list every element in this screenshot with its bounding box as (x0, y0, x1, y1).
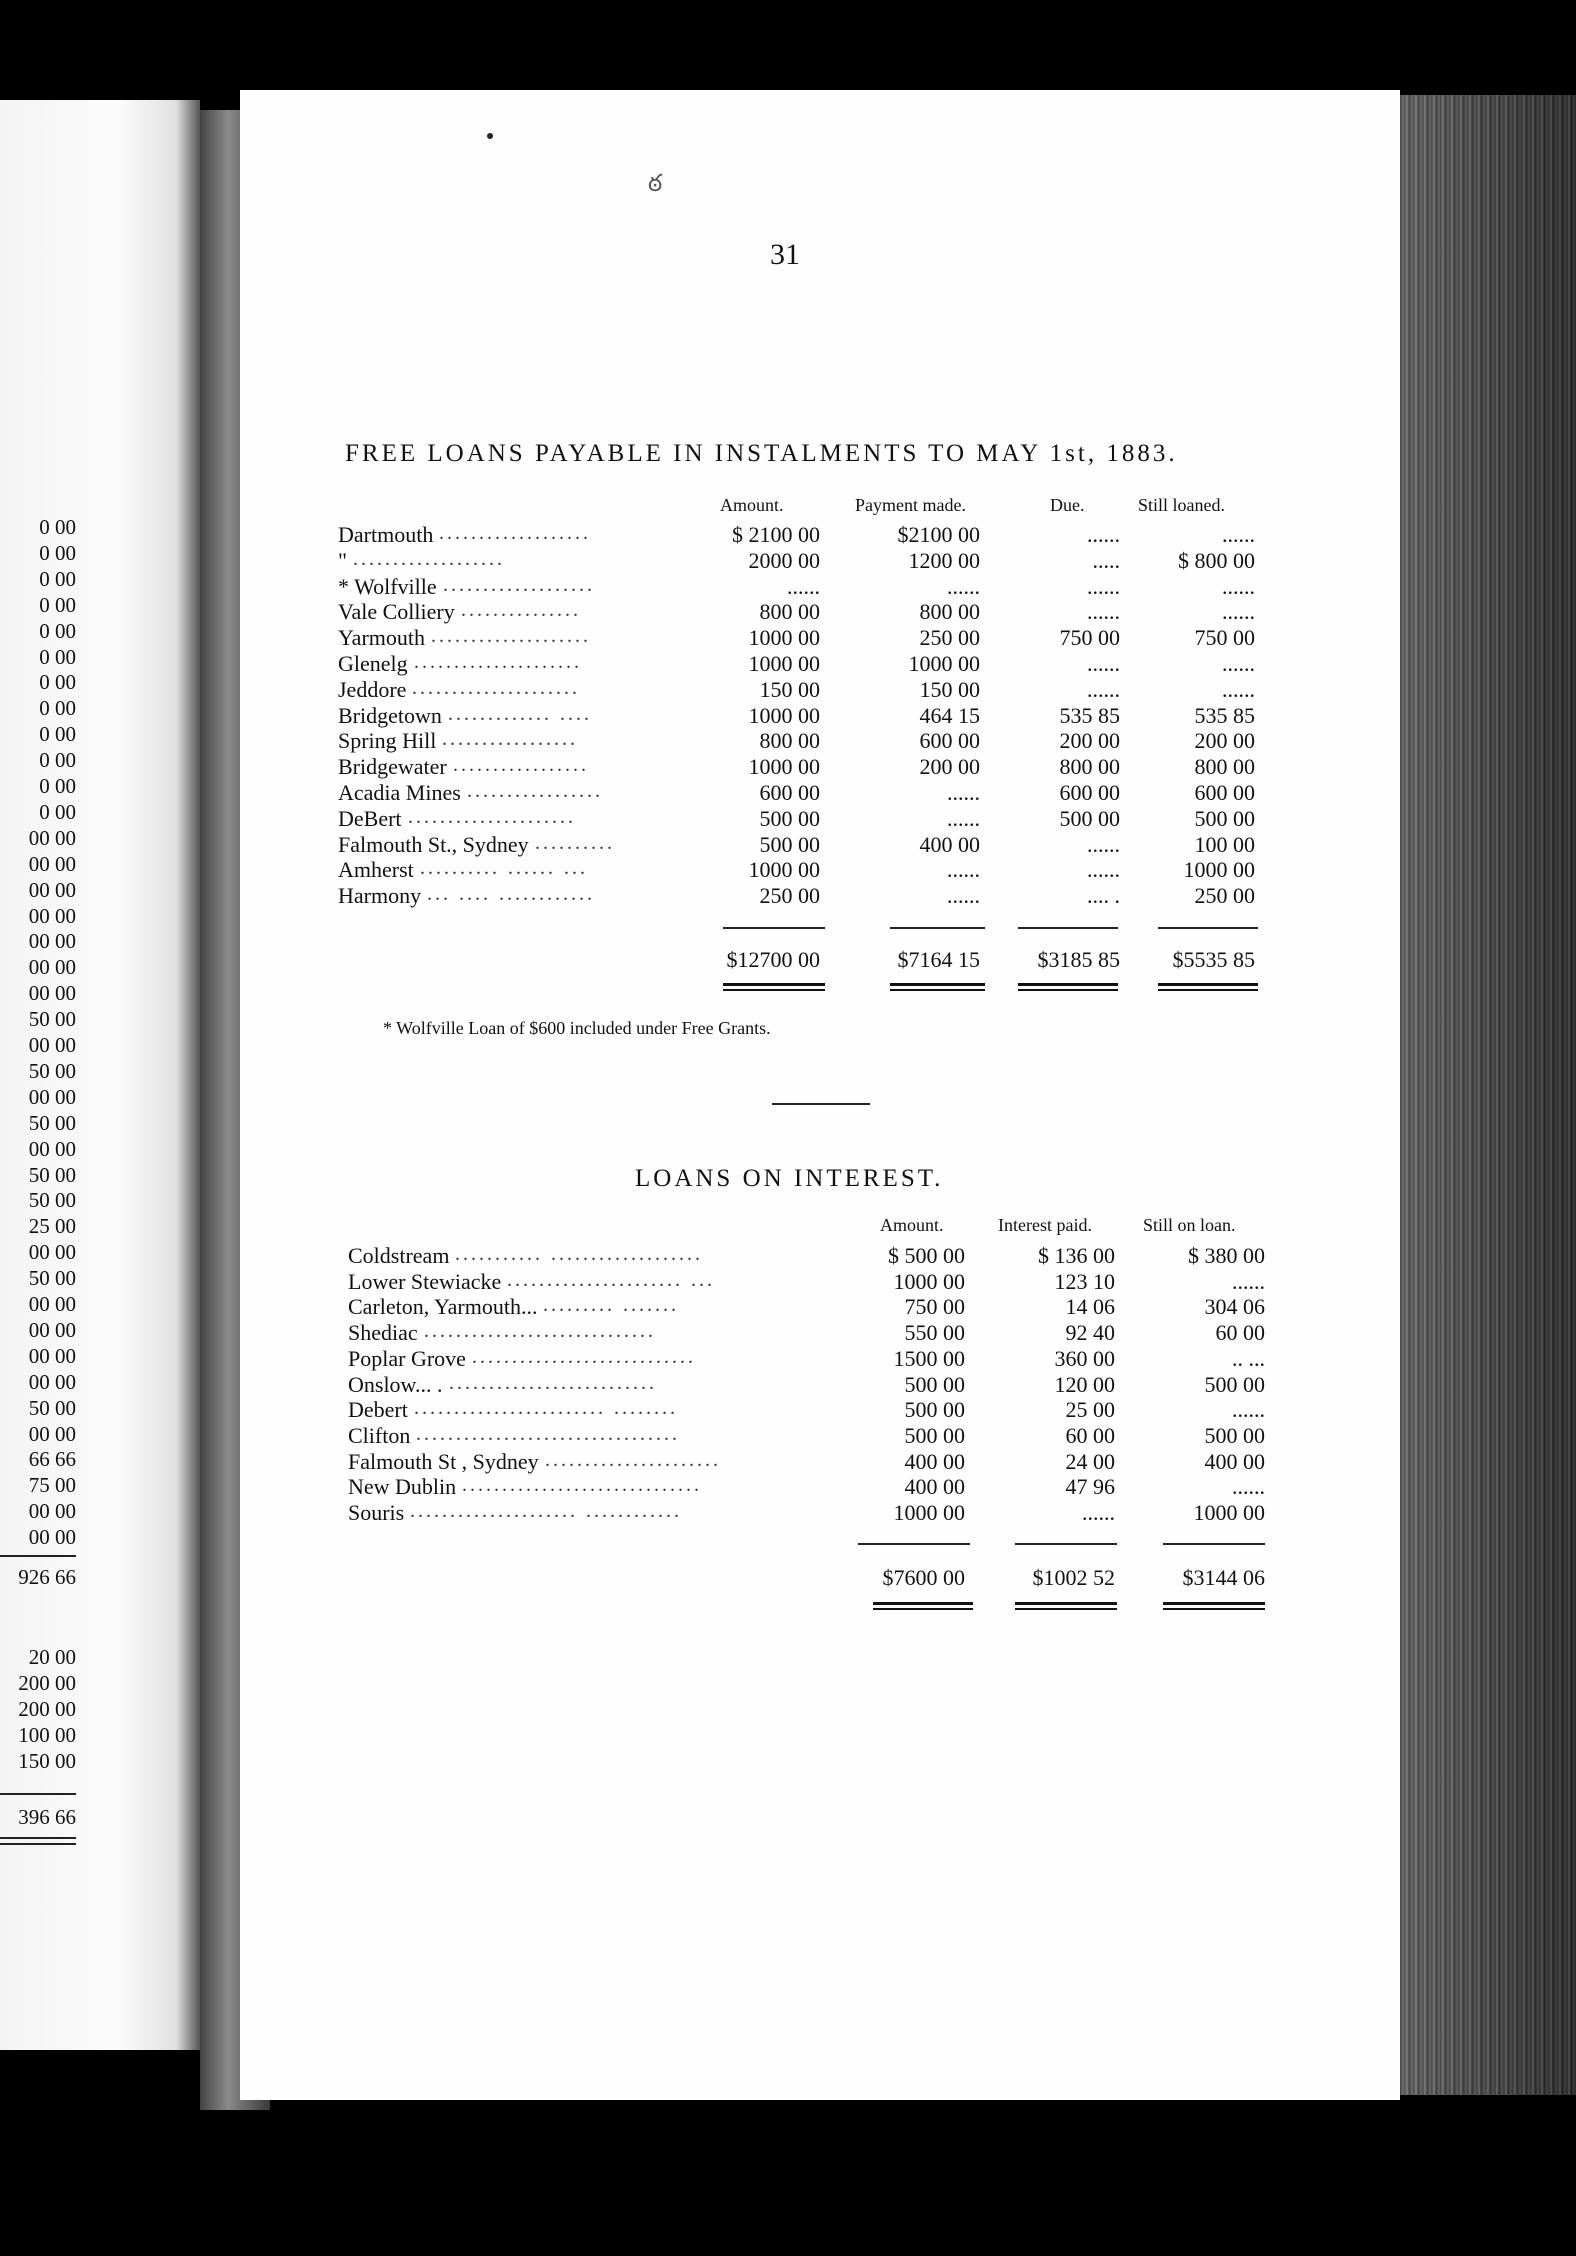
table1-total-due: $3185 85 (1037, 947, 1120, 972)
table1-row-leader: .......... (535, 831, 615, 854)
table1-double-rule-due (1018, 983, 1118, 991)
table2-row-leader: ........... ................... (455, 1243, 703, 1265)
table1-row-payment: ...... (947, 805, 980, 831)
table1-row-due: 535 85 (1059, 702, 1120, 728)
table1-row-payment: 150 00 (919, 676, 980, 702)
table1-row-payment: $2100 00 (897, 522, 980, 547)
table1-row-still: 800 00 (1194, 754, 1255, 780)
table1-row-name: Dartmouth (338, 522, 434, 547)
table2-double-rule-amount (873, 1602, 973, 1610)
table1-row-leader: ................... (353, 547, 505, 570)
table1-row-amount: 250 00 (759, 883, 820, 909)
table1-rule-due (1018, 927, 1118, 929)
table2-row-name: Poplar Grove (348, 1345, 466, 1371)
table2-title: LOANS ON INTEREST. (635, 1165, 944, 1192)
table2-row-amount: 500 00 (904, 1422, 965, 1448)
table1-row-name: Amherst (338, 857, 414, 883)
table2-row-amount: 1000 00 (893, 1268, 965, 1294)
table2-row-still: 500 00 (1204, 1371, 1265, 1397)
ink-mark-icon: ఠ (648, 171, 663, 197)
table2-rule-still (1163, 1543, 1265, 1545)
table1-row-due: ..... (1092, 547, 1120, 573)
table1-row-leader: ................... (439, 522, 591, 544)
table2-header-interest: Interest paid. (998, 1215, 1092, 1235)
left-page-value: 0 00 (39, 566, 76, 591)
table1-row-payment: 400 00 (919, 831, 980, 857)
table2-row-name: Lower Stewiacke (348, 1268, 502, 1294)
table1-row-still: ...... (1222, 676, 1255, 702)
left-page-value: 00 00 (28, 1421, 76, 1446)
table2-row-interest: ...... (1082, 1500, 1115, 1525)
left-page-value: 66 66 (28, 1447, 76, 1472)
left-page-total: 926 66 (18, 1565, 76, 1589)
table2-row-amount: $ 500 00 (888, 1243, 965, 1268)
table2-row-amount: 1000 00 (893, 1500, 965, 1525)
table1-row (0, 651, 1576, 676)
table2-row-amount: 400 00 (904, 1474, 965, 1500)
table2-row-still: ...... (1232, 1397, 1265, 1423)
table1-row-leader: ................. (442, 728, 578, 751)
table2-row (0, 1423, 1576, 1448)
table1-row-due: 500 00 (1059, 805, 1120, 831)
left-page-value: 00 00 (28, 955, 76, 980)
left-page-value: 00 00 (28, 1369, 76, 1394)
table1-row-due: ...... (1087, 857, 1120, 883)
table1-row-amount: 800 00 (759, 728, 820, 754)
table1-row-payment: 800 00 (919, 599, 980, 625)
table2-row-name: Falmouth St , Sydney (348, 1448, 539, 1474)
table1-row-name: " (338, 547, 347, 573)
table2-row-interest: 25 00 (1065, 1397, 1115, 1423)
table2-row-interest: 120 00 (1054, 1371, 1115, 1397)
table1-row (0, 754, 1576, 779)
table1-row-payment: 250 00 (919, 625, 980, 651)
table2-row (0, 1294, 1576, 1319)
table1-row (0, 677, 1576, 702)
table2-row-name: Clifton (348, 1422, 411, 1448)
left-page-value: 150 00 (18, 1749, 76, 1773)
table1-row-leader: .................... (431, 625, 591, 648)
left-page-value: 0 00 (39, 540, 76, 565)
table2-row-interest: 14 06 (1065, 1294, 1115, 1320)
table1-row-amount: 1000 00 (748, 625, 820, 651)
left-page-value: 0 00 (39, 644, 76, 669)
table1-row (0, 806, 1576, 831)
left-page-value: 50 00 (28, 1058, 76, 1083)
table1-row-due: 200 00 (1059, 728, 1120, 754)
left-page-value: 75 00 (28, 1473, 76, 1498)
table1-row-still: ...... (1222, 573, 1255, 599)
table1-row (0, 728, 1576, 753)
left-page-value: 00 00 (28, 929, 76, 954)
table1-row-payment: 1200 00 (908, 547, 980, 573)
table1-row-amount: 800 00 (759, 599, 820, 625)
table2-row-leader: ................................. (416, 1422, 680, 1445)
table1-row (0, 832, 1576, 857)
table1-row-name: * Wolfville (338, 573, 437, 599)
table1-row-due: 800 00 (1059, 754, 1120, 780)
table2-row-still: 400 00 (1204, 1448, 1265, 1474)
left-page-value: 0 00 (39, 696, 76, 721)
table1-double-rule-payment (890, 983, 985, 991)
left-page-value: 00 00 (28, 981, 76, 1006)
table2-header-still: Still on loan. (1143, 1215, 1236, 1235)
table1-header-still: Still loaned. (1138, 495, 1225, 515)
table1-row-amount: 1000 00 (748, 754, 820, 780)
table1-row-name: Yarmouth (338, 625, 426, 651)
left-page-value: 100 00 (18, 1723, 76, 1747)
table1-row-due: ...... (1087, 573, 1120, 599)
table1-row-still: ...... (1222, 599, 1255, 625)
table2-row-leader: ...................... (545, 1448, 721, 1471)
table1-row-name: Glenelg (338, 651, 408, 676)
table1-row-still: 100 00 (1194, 831, 1255, 857)
table1-row-payment: 600 00 (919, 728, 980, 754)
table1-row-name: Jeddore (338, 676, 407, 702)
table1-row-still: 200 00 (1194, 728, 1255, 754)
table1-header-row (0, 495, 1576, 520)
table1-row-amount: 500 00 (759, 831, 820, 857)
table2-row-still: 304 06 (1204, 1294, 1265, 1320)
table1-row (0, 883, 1576, 908)
table1-row-due: ...... (1087, 522, 1120, 547)
left-page-value: 00 00 (28, 877, 76, 902)
left-page-value: 00 00 (28, 1499, 76, 1524)
left-page-value: 50 00 (28, 1188, 76, 1213)
table2-row (0, 1474, 1576, 1499)
table1-row-payment: 1000 00 (908, 651, 980, 676)
page-edges-shade (1400, 95, 1576, 2095)
table1-row-leader: ............. .... (448, 702, 592, 725)
left-page-value: 0 00 (39, 592, 76, 617)
table1-row-due: 600 00 (1059, 780, 1120, 805)
table1-row (0, 857, 1576, 882)
left-page-value: 00 00 (28, 1240, 76, 1265)
table2-row-leader: ........................ ........ (414, 1397, 678, 1420)
table1-title: FREE LOANS PAYABLE IN INSTALMENTS TO MAY 1st, 1883. (345, 440, 1178, 467)
left-page-value: 00 00 (28, 825, 76, 850)
left-page-value: 0 00 (39, 722, 76, 747)
table2-header-amount: Amount. (880, 1215, 944, 1235)
table1-row-leader: ..................... (408, 805, 576, 828)
left-page-value: 200 00 (18, 1697, 76, 1721)
table2-totals-row (0, 1565, 1576, 1590)
table2-header-row (0, 1215, 1576, 1240)
table2-row-name: Debert (348, 1397, 408, 1423)
table1-header-payment: Payment made. (855, 495, 966, 515)
left-page-rule (0, 1555, 76, 1557)
section-separator (772, 1103, 870, 1105)
left-page-value: 50 00 (28, 1162, 76, 1187)
table1-total-still: $5535 85 (1172, 947, 1255, 972)
table1-row-name: Spring Hill (338, 728, 437, 754)
table1-row-payment: ...... (947, 883, 980, 909)
left-page-value: 00 00 (28, 1136, 76, 1161)
table1-rule-still (1158, 927, 1258, 929)
table2-row (0, 1269, 1576, 1294)
table1-row-leader: ... .... ............ (427, 883, 595, 906)
ink-speck (487, 133, 493, 139)
table1-footnote: * Wolfville Loan of $600 included under Free Grants. (383, 1018, 771, 1038)
left-page-value: 0 00 (39, 515, 76, 539)
left-page-rule (0, 1793, 76, 1795)
table2-row (0, 1500, 1576, 1525)
table2-row-name: Onslow... . (348, 1371, 443, 1397)
left-facing-page (0, 100, 200, 2050)
table1-total-payment: $7164 15 (897, 947, 980, 972)
table2-row-amount: 750 00 (904, 1294, 965, 1320)
table1-row-due: ...... (1087, 831, 1120, 857)
left-page-value: 0 00 (39, 774, 76, 798)
table2-row (0, 1243, 1576, 1268)
table2-row-amount: 1500 00 (893, 1345, 965, 1371)
left-page-value: 0 00 (39, 748, 76, 773)
table1-row-payment: 200 00 (919, 754, 980, 780)
table1-row-amount: ...... (787, 573, 820, 599)
table1-row-amount: 1000 00 (748, 651, 820, 676)
table1-row-name: DeBert (338, 805, 402, 831)
table2-row-still: $ 380 00 (1188, 1243, 1265, 1268)
table1-double-rule-amount (723, 983, 825, 991)
table2-rule-interest (1015, 1543, 1117, 1545)
table1-row-payment: ...... (947, 857, 980, 883)
table1-row-amount: 1000 00 (748, 702, 820, 728)
table1-rule-amount (723, 927, 825, 929)
left-page-value: 0 00 (39, 618, 76, 643)
table2-double-rule-interest (1015, 1602, 1117, 1610)
table1-row-payment: ...... (947, 780, 980, 805)
left-page-value: 50 00 (28, 1007, 76, 1032)
table1-row (0, 599, 1576, 624)
table2-row-still: ...... (1232, 1268, 1265, 1294)
table1-row-still: ...... (1222, 522, 1255, 547)
table1-row (0, 625, 1576, 650)
left-page-value: 00 00 (28, 1292, 76, 1316)
left-page-value: 00 00 (28, 851, 76, 876)
table1-row-payment: 464 15 (919, 702, 980, 728)
table1-row-amount: $ 2100 00 (732, 522, 820, 547)
table1-row-leader: ..................... (414, 651, 582, 673)
table2-row-interest: 360 00 (1054, 1345, 1115, 1371)
table1-row-leader: ..................... (412, 676, 580, 699)
table1-row-amount: 2000 00 (748, 547, 820, 573)
table1-double-rule-still (1158, 983, 1258, 991)
table2-row-amount: 500 00 (904, 1397, 965, 1423)
left-page-rule (0, 1837, 76, 1839)
table2-row-amount: 500 00 (904, 1371, 965, 1397)
table2-row-interest: 123 10 (1054, 1268, 1115, 1294)
table1-row-name: Bridgewater (338, 754, 447, 780)
table1-header-amount: Amount. (720, 495, 784, 515)
page-number: 31 (770, 238, 800, 271)
table2-row-interest: 47 96 (1065, 1474, 1115, 1500)
table2-row-interest: 24 00 (1065, 1448, 1115, 1474)
table1-row-amount: 500 00 (759, 805, 820, 831)
table2-row (0, 1397, 1576, 1422)
table1-row-leader: .......... ...... ... (420, 857, 588, 880)
table2-row (0, 1369, 1576, 1397)
table1-row-still: 750 00 (1194, 625, 1255, 651)
table2-row (0, 1343, 1576, 1371)
left-page-value: 00 00 (28, 1084, 76, 1109)
left-page-value: 20 00 (28, 1645, 76, 1669)
table2-row-amount: 550 00 (904, 1320, 965, 1346)
table2-row-interest: $ 136 00 (1038, 1243, 1115, 1268)
table1-header-due: Due. (1050, 495, 1085, 515)
table2-rule-amount (858, 1543, 970, 1545)
table1-row-leader: ................. (467, 780, 603, 802)
table1-row-still: 500 00 (1194, 805, 1255, 831)
table2-total-amount: $7600 00 (882, 1565, 965, 1590)
table1-row-still: 600 00 (1194, 780, 1255, 805)
table1-total-amount: $12700 00 (726, 947, 820, 972)
table1-row-name: Harmony (338, 883, 422, 909)
table1-row-name: Acadia Mines (338, 780, 461, 805)
table2-row-interest: 60 00 (1065, 1422, 1115, 1448)
table2-row-still: 60 00 (1215, 1320, 1265, 1346)
left-page-total: 396 66 (18, 1805, 76, 1829)
table1-row-name: Falmouth St., Sydney (338, 831, 529, 857)
table1-row-still: 535 85 (1194, 702, 1255, 728)
left-page-value: 50 00 (28, 1395, 76, 1420)
table2-row-still: 500 00 (1204, 1422, 1265, 1448)
left-page-value: 200 00 (18, 1671, 76, 1695)
table1-row-due: .... . (1087, 883, 1120, 909)
table1-row-leader: ................... (443, 573, 595, 596)
table2-row-name: Carleton, Yarmouth... (348, 1294, 538, 1320)
table2-row-name: Shediac (348, 1320, 418, 1346)
table1-row-amount: 600 00 (759, 780, 820, 805)
left-page-value: 0 00 (39, 799, 76, 824)
table1-row-due: ...... (1087, 599, 1120, 625)
table1-row-still: $ 800 00 (1178, 547, 1255, 573)
table1-row-leader: ................. (453, 754, 589, 777)
table1-row-name: Bridgetown (338, 702, 442, 728)
table2-row-amount: 400 00 (904, 1448, 965, 1474)
table1-row-still: 1000 00 (1183, 857, 1255, 883)
left-page-value: 00 00 (28, 903, 76, 928)
left-page-value: 00 00 (28, 1525, 76, 1550)
table1-row-payment: ...... (947, 573, 980, 599)
table2-row-name: New Dublin (348, 1474, 457, 1500)
table2-row-still: ...... (1232, 1474, 1265, 1500)
table1-row (0, 780, 1576, 805)
table1-row-amount: 150 00 (759, 676, 820, 702)
table2-row-still: 1000 00 (1193, 1500, 1265, 1525)
left-page-rule (0, 1843, 76, 1845)
left-page-value: 25 00 (28, 1214, 76, 1239)
table2-row (0, 1449, 1576, 1474)
table1-row (0, 522, 1576, 547)
table2-row-leader: ..................... ............ (410, 1500, 682, 1522)
left-page-value: 0 00 (39, 670, 76, 695)
table1-row-still: ...... (1222, 651, 1255, 676)
table2-row-interest: 92 40 (1065, 1320, 1115, 1346)
table2-total-still: $3144 06 (1182, 1565, 1265, 1590)
table2-row-leader: ............................. (424, 1320, 656, 1343)
left-page-value: 00 00 (28, 1317, 76, 1342)
table2-row-leader: ......... ....... (543, 1294, 679, 1317)
table1-rule-payment (890, 927, 985, 929)
table2-total-interest: $1002 52 (1032, 1565, 1115, 1590)
table1-row-name: Vale Colliery (338, 599, 455, 625)
left-page-value: 50 00 (28, 1266, 76, 1291)
table2-row-leader: .............................. (462, 1474, 702, 1497)
table2-double-rule-still (1163, 1602, 1265, 1610)
table1-row (0, 548, 1576, 573)
left-page-value: 50 00 (28, 1110, 76, 1135)
table1-row-due: ...... (1087, 651, 1120, 676)
table1-row-amount: 1000 00 (748, 857, 820, 883)
table2-row-leader: .......................... (449, 1371, 657, 1394)
left-page-value: 00 00 (28, 1343, 76, 1368)
table1-row-due: 750 00 (1059, 625, 1120, 651)
table1-totals-row (0, 947, 1576, 972)
table1-row-due: ...... (1087, 676, 1120, 702)
table2-row-name: Souris (348, 1500, 405, 1525)
table2-row-still: .. ... (1232, 1345, 1265, 1371)
table2-row (0, 1317, 1576, 1346)
table2-row-name: Coldstream (348, 1243, 450, 1268)
table1-row-leader: ............... (461, 599, 581, 622)
table1-row-still: 250 00 (1194, 883, 1255, 909)
table1-row (0, 703, 1576, 728)
left-page-value: 00 00 (28, 1033, 76, 1057)
table2-row-leader: ...................... ... (507, 1268, 715, 1291)
table2-row-leader: ............................ (472, 1345, 696, 1368)
table1-row (0, 574, 1576, 599)
page (240, 90, 1400, 2100)
